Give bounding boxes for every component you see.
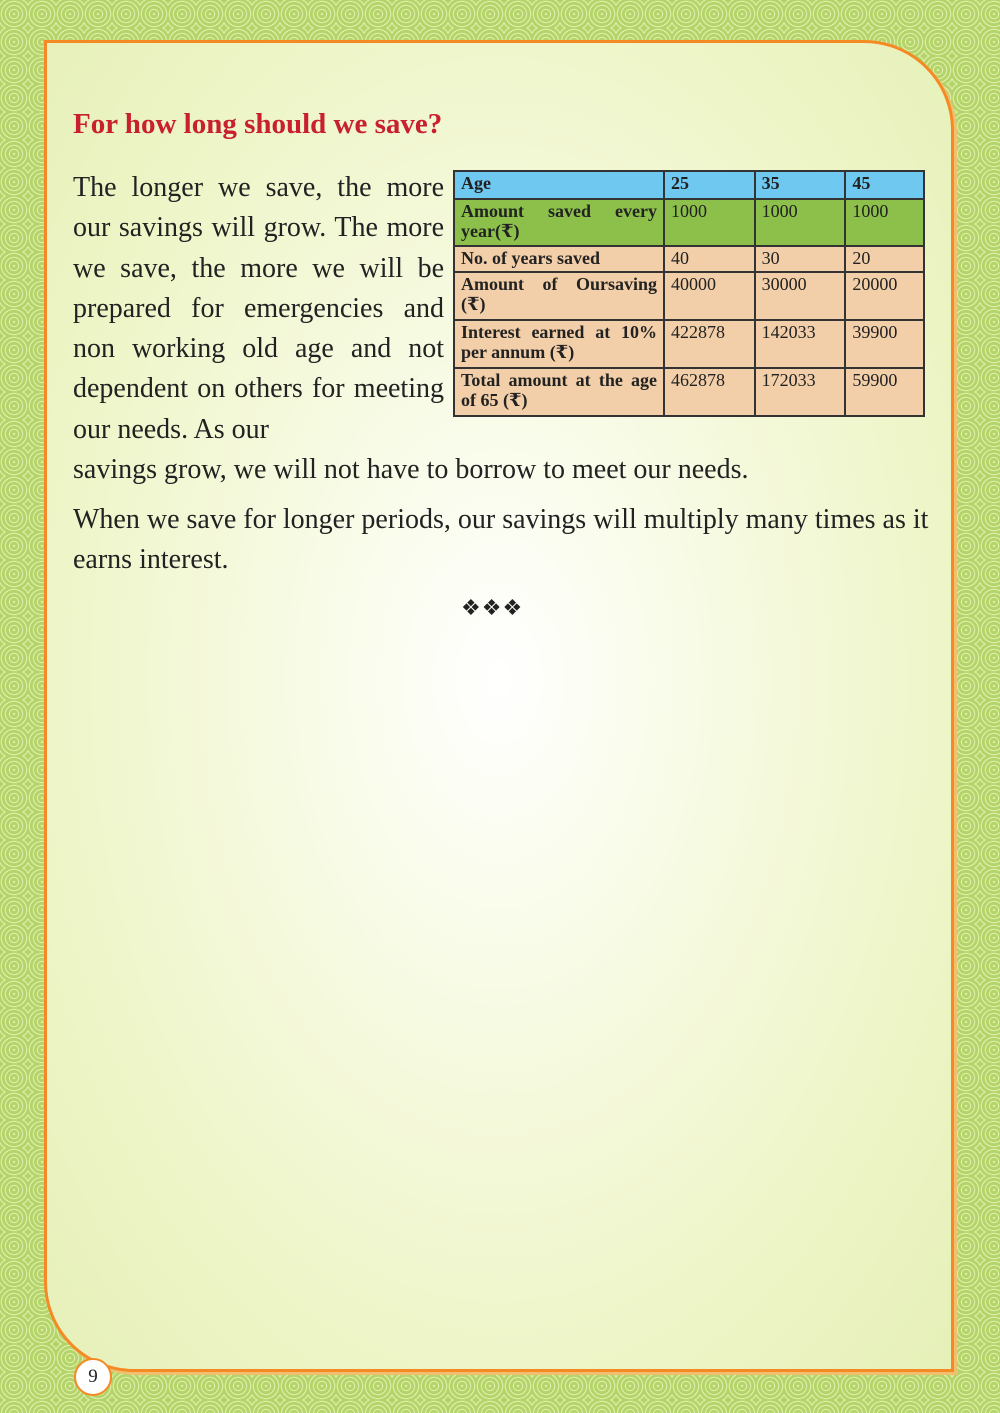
table-header-row <box>454 171 924 199</box>
table-cell: 172033 <box>755 368 846 416</box>
table-cell: 20000 <box>845 272 924 320</box>
table-cell: 40000 <box>664 272 755 320</box>
table-header-cell: 25 <box>664 171 755 199</box>
table-header-cell: 35 <box>755 171 846 199</box>
row-label: Amount of Oursaving (₹) <box>454 272 664 320</box>
table-cell: 30 <box>755 246 846 272</box>
table-row <box>454 272 924 320</box>
table-cell: 20 <box>845 246 924 272</box>
continued-paragraph: savings grow, we will not have to borrow to meet our needs. <box>73 454 749 485</box>
savings-table <box>453 170 925 417</box>
row-label: Total amount at the age of 65 (₹) <box>454 368 664 416</box>
table-cell: 1000 <box>664 199 755 246</box>
table-cell: 59900 <box>845 368 924 416</box>
second-paragraph: When we save for longer periods, our savings will multiply many times as it earns interest. <box>73 504 929 575</box>
page-number: 9 <box>74 1358 112 1396</box>
table-cell: 462878 <box>664 368 755 416</box>
table-header-cell: Age <box>454 171 664 199</box>
table-cell: 40 <box>664 246 755 272</box>
intro-paragraph: The longer we save, the more our savings will grow. The more we save, the more we will be prepared for emergencies and non working old age and not dependent on others for meeting our needs. As our <box>73 172 444 445</box>
table-cell: 39900 <box>845 320 924 368</box>
table-row <box>454 246 924 272</box>
table-header-cell: 45 <box>845 171 924 199</box>
row-label: No. of years saved <box>454 246 664 272</box>
table-row <box>454 320 924 368</box>
table-row <box>454 368 924 416</box>
table-cell: 422878 <box>664 320 755 368</box>
table-cell: 30000 <box>755 272 846 320</box>
table-cell: 1000 <box>755 199 846 246</box>
table-cell: 1000 <box>845 199 924 246</box>
row-label: Amount saved every year(₹) <box>454 199 664 246</box>
section-heading: For how long should we save? <box>73 108 443 140</box>
section-divider-ornament: ❖❖❖ <box>461 596 524 621</box>
table-row <box>454 199 924 246</box>
table-cell: 142033 <box>755 320 846 368</box>
row-label: Interest earned at 10% per annum (₹) <box>454 320 664 368</box>
